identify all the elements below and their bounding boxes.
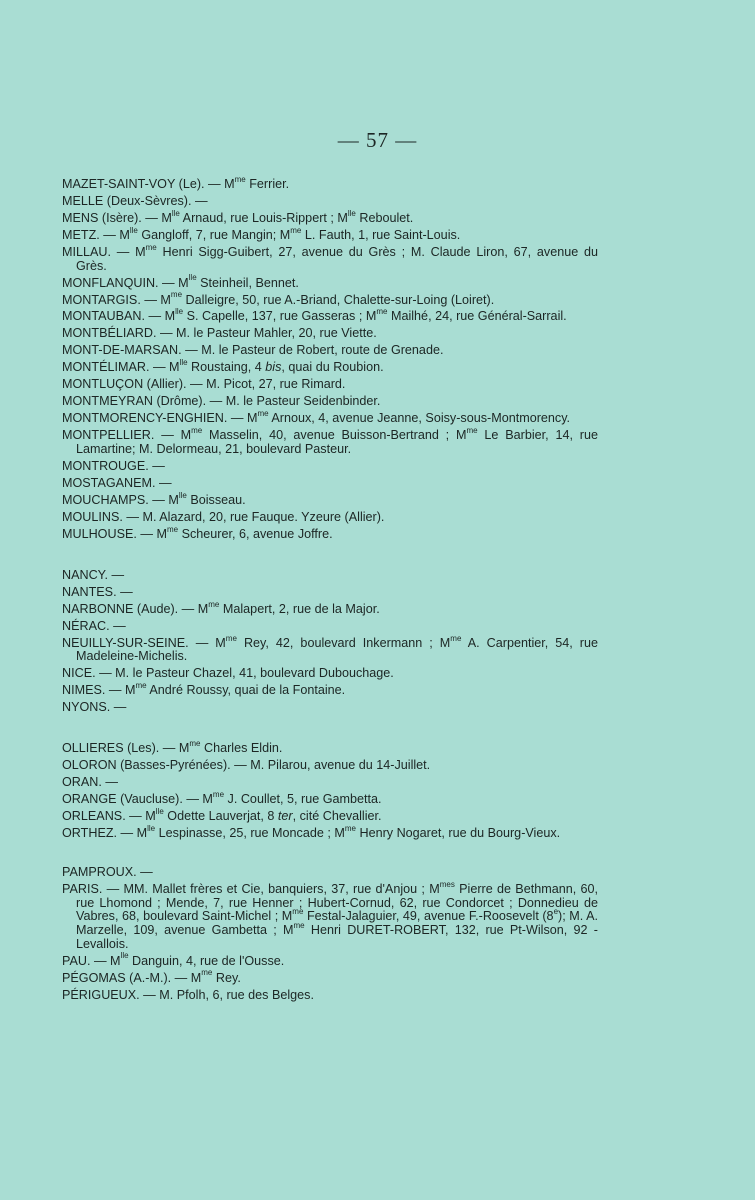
- directory-entry: MONTBÉLIARD. — M. le Pasteur Mahler, 20, rue Viette.: [62, 326, 377, 341]
- directory-entry: PARIS. — MM. Mallet frères et Cie, banquiers, 37, rue d'Anjou ; $M^{mes}$ Pierre de Bethmann, 60, rue Lhomond ; Mende, 7, rue Henner ; Hubert-Cornud, 62, rue Condorcet ; Donnedieu de Vabres, 68, boulevard Saint-Michel ; $M^{me}$ Festal-Jalaguier, 49, avenue F.-Roosevelt (8e); M. A. Marzelle, 109, avenue Gambetta ; $M^{me}$ Henri DURET-ROBERT, 132, rue Pt-Wilson, 92 - Levallois.: [62, 880, 598, 951]
- directory-entry: MONFLANQUIN. — $M^{lle}$ Steinheil, Bennet.: [62, 273, 299, 290]
- directory-entry: MONTMEYRAN (Drôme). — M. le Pasteur Seidenbinder.: [62, 394, 381, 409]
- group-separator: [62, 844, 598, 866]
- directory-entry: MONTPELLIER. — $M^{me}$ Masselin, 40, avenue Buisson-Bertrand ; $M^{me}$ Le Barbier, 14, rue Lamartine; M. Delormeau, 21, boulevard Pasteur.: [62, 426, 598, 456]
- directory-entry: MULHOUSE. — $M^{me}$ Scheurer, 6, avenue Joffre.: [62, 524, 333, 541]
- group-separator: [62, 545, 598, 569]
- page-number: — 57 —: [337, 128, 418, 152]
- directory-entry: MONTLUÇON (Allier). — M. Picot, 27, rue Rimard.: [62, 377, 346, 392]
- directory-entry: PAMPROUX. —: [62, 865, 153, 880]
- directory-entry: PAU. — $M^{lle}$ Danguin, 4, rue de l'Ousse.: [62, 951, 285, 968]
- directory-entry: ORTHEZ. — $M^{lle}$ Lespinasse, 25, rue Moncade ; $M^{me}$ Henry Nogaret, rue du Bourg-Vieux.: [62, 824, 561, 841]
- directory-entry: PÉRIGUEUX. — M. Pfolh, 6, rue des Belges.: [62, 987, 314, 1002]
- directory-entry: MONTARGIS. — $M^{me}$ Dalleigre, 50, rue A.-Briand, Chalette-sur-Loing (Loiret).: [62, 290, 495, 307]
- directory-entry: OLORON (Basses-Pyrénées). — M. Pilarou, avenue du 14-Juillet.: [62, 758, 431, 773]
- directory-entry: NARBONNE (Aude). — $M^{me}$ Malapert, 2, rue de la Major.: [62, 599, 380, 616]
- directory-entry: ORAN. —: [62, 775, 118, 790]
- directory-entry: METZ. — $M^{lle}$ Gangloff, 7, rue Mangin; $M^{me}$ L. Fauth, 1, rue Saint-Louis.: [62, 225, 461, 242]
- directory-entry: MILLAU. — $M^{me}$ Henri Sigg-Guibert, 27, avenue du Grès ; M. Claude Liron, 67, avenue du Grès.: [62, 242, 599, 273]
- directory-entry: MONT-DE-MARSAN. — M. le Pasteur de Robert, route de Grenade.: [62, 343, 444, 358]
- directory-entry: MONTAUBAN. — $M^{lle}$ S. Capelle, 137, rue Gasseras ; $M^{me}$ Mailhé, 24, rue Général-Sarrail.: [62, 307, 567, 324]
- directory-entry: MENS (Isère). — $M^{lle}$ Arnaud, rue Louis-Rippert ; $M^{lle}$ Reboulet.: [62, 208, 414, 225]
- directory-entries: [62, 174, 599, 1006]
- directory-entry: NANTES. —: [62, 584, 133, 599]
- directory-entry: MOSTAGANEM. —: [62, 475, 172, 490]
- directory-entry: MOULINS. — M. Alazard, 20, rue Fauque. Yzeure (Allier).: [62, 509, 385, 524]
- directory-entry: OLLIERES (Les). — $M^{me}$ Charles Eldin.: [62, 739, 283, 756]
- directory-entry: MONTROUGE. —: [62, 458, 165, 473]
- directory-entry: NANCY. —: [62, 567, 125, 582]
- directory-entry: MONTÉLIMAR. — $M^{lle}$ Roustaing, 4 bis, quai du Roubion.: [62, 358, 384, 375]
- directory-entry: NICE. — M. le Pasteur Chazel, 41, boulevard Dubouchage.: [62, 666, 394, 681]
- directory-entry: MOUCHAMPS. — $M^{lle}$ Boisseau.: [62, 490, 246, 507]
- directory-entry: ORLEANS. — $M^{lle}$ Odette Lauverjat, 8 ter, cité Chevallier.: [62, 807, 382, 824]
- directory-entry: MELLE (Deux-Sèvres). —: [62, 193, 208, 208]
- directory-entry: MONTMORENCY-ENGHIEN. — $M^{me}$ Arnoux, 4, avenue Jeanne, Soisy-sous-Montmorency.: [62, 409, 571, 426]
- directory-entry: NYONS. —: [62, 700, 127, 715]
- directory-entry: ORANGE (Vaucluse). — $M^{me}$ J. Coullet, 5, rue Gambetta.: [62, 790, 382, 807]
- directory-entry: NIMES. — $M^{me}$ André Roussy, quai de la Fontaine.: [62, 681, 346, 698]
- directory-entry: PÉGOMAS (A.-M.). — $M^{me}$ Rey.: [62, 968, 241, 985]
- directory-entry: NÉRAC. —: [62, 618, 126, 633]
- group-separator: [62, 718, 598, 742]
- directory-entry: MAZET-SAINT-VOY (Le). — $M^{me}$ Ferrier.: [62, 174, 290, 191]
- directory-entry: NEUILLY-SUR-SEINE. — $M^{me}$ Rey, 42, boulevard Inkermann ; $M^{me}$ A. Carpentier, 54, rue Madeleine-Michelis.: [62, 633, 599, 664]
